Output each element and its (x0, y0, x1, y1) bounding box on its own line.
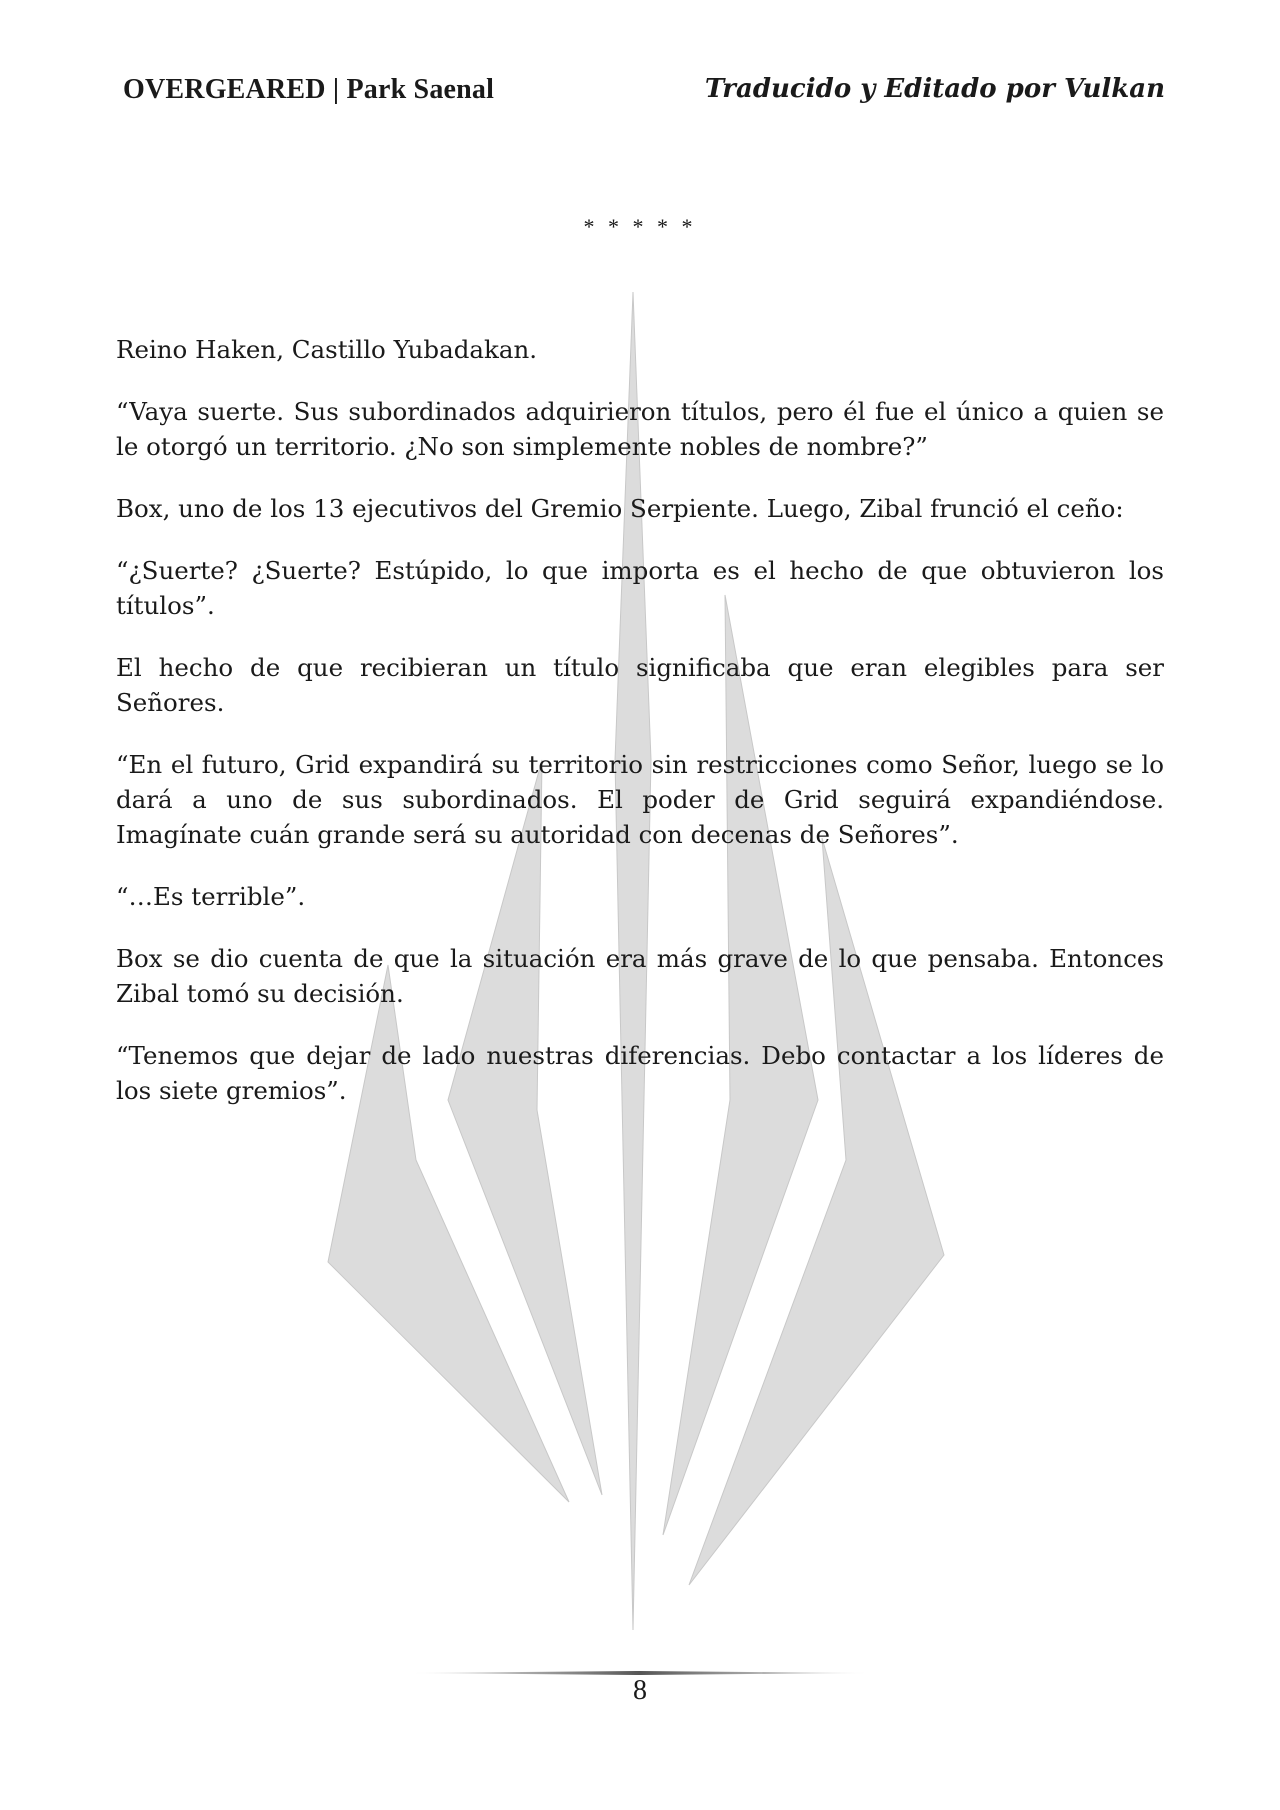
paragraph: “Vaya suerte. Sus subordinados adquirieron títulos, pero él fue el único a quien se le otorgó un territorio. ¿No son simplemente nobles de nombre?” (116, 397, 1164, 461)
page-number: 8 (633, 1675, 647, 1706)
paragraph: “¿Suerte? ¿Suerte? Estúpido, lo que importa es el hecho de que obtuvieron los títulos”. (116, 556, 1164, 620)
header-translator-credit: Traducido y Editado por Vulkan (704, 74, 1165, 104)
paragraph: El hecho de que recibieran un título significaba que eran elegibles para ser Señores. (116, 653, 1164, 717)
paragraph: “…Es terrible”. (116, 882, 306, 911)
page-header (123, 74, 1165, 114)
scene-separator: * * * * * (583, 214, 697, 239)
paragraph: “En el futuro, Grid expandirá su territorio sin restricciones como Señor, luego se lo dará a uno de sus subordinados. El poder de Grid seguirá expandiéndose. Imagínate cuán grande será su autoridad con decenas de Señores”. (116, 750, 1164, 849)
paragraph: Reino Haken, Castillo Yubadakan. (116, 335, 538, 364)
chapter-body (116, 332, 1164, 1135)
paragraph: Box, uno de los 13 ejecutivos del Gremio Serpiente. Luego, Zibal frunció el ceño: (116, 494, 1124, 523)
header-book-title: OVERGEARED | Park Saenal (123, 74, 495, 105)
paragraph: Box se dio cuenta de que la situación era más grave de lo que pensaba. Entonces Zibal tomó su decisión. (116, 944, 1164, 1008)
paragraph: “Tenemos que dejar de lado nuestras diferencias. Debo contactar a los líderes de los siete gremios”. (116, 1041, 1164, 1105)
